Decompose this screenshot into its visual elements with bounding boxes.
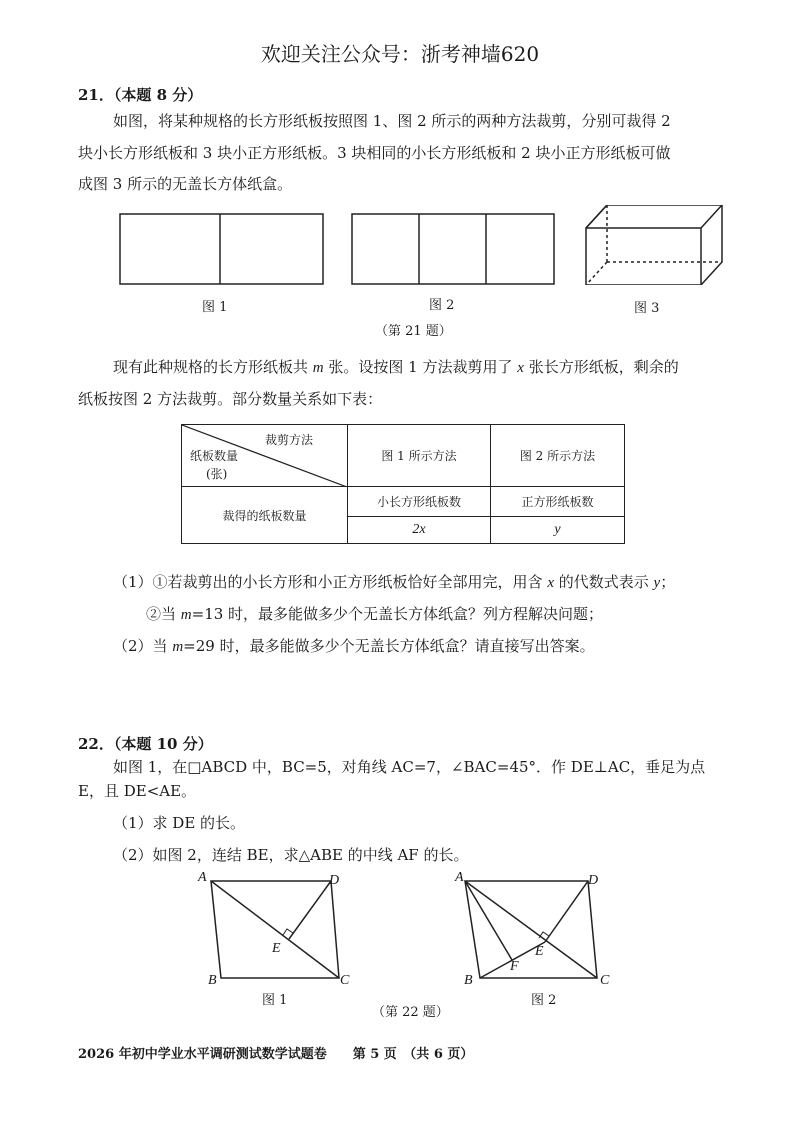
q21-heading: 21．（本题 8 分） — [78, 86, 203, 104]
q21-figure2-rectangle — [352, 214, 554, 284]
q21-figure1-label: 图 1 — [202, 300, 228, 315]
q22-figure1-label: 图 1 — [262, 993, 288, 1008]
page-header: 欢迎关注公众号：浙考神墙620 — [260, 42, 540, 66]
table-corner-bottom2: (张) — [206, 467, 228, 481]
q21-sub1-line2: ②当 m=13 时，最多能做多少个无盖长方体纸盒？列方程解决问题； — [146, 605, 604, 623]
q22-fig2-label-f: F — [510, 959, 519, 974]
table-header-method2: 图 2 所示方法 — [491, 425, 625, 487]
table-row-label: 裁得的纸板数量 — [182, 487, 348, 544]
q22-sub2: （2）如图 2，连结 BE，求△ABE 的中线 AF 的长。 — [113, 846, 469, 864]
q22-heading: 22．（本题 10 分） — [78, 735, 213, 753]
page-footer: 2026 年初中学业水平调研测试数学试题卷 第 5 页 （共 6 页） — [78, 1047, 474, 1062]
q22-fig1-label-c: C — [340, 973, 350, 988]
table-value-y: y — [491, 517, 625, 544]
q22-figure2-parallelogram — [465, 881, 597, 978]
q22-fig1-label-a: A — [198, 870, 207, 885]
q21-figure3-label: 图 3 — [634, 301, 660, 316]
q21-figure2-label: 图 2 — [429, 298, 455, 313]
q22-caption: （第 22 题） — [372, 1005, 449, 1020]
q22-fig1-label-b: B — [208, 973, 217, 988]
table-header-method1: 图 1 所示方法 — [348, 425, 491, 487]
q21-sub2: （2）当 m=29 时，最多能做多少个无盖长方体纸盒？请直接写出答案。 — [113, 637, 595, 655]
q21-figures — [110, 205, 740, 285]
q21-para2-line1: 现有此种规格的长方形纸板共 m 张。设按图 1 方法裁剪用了 x 张长方形纸板，剩余的 — [113, 358, 679, 376]
q21-para2-line2: 纸板按图 2 方法裁剪。部分数量关系如下表： — [78, 390, 383, 408]
q21-table — [181, 424, 625, 544]
q22-sub1: （1）求 DE 的长。 — [113, 814, 246, 832]
table-sub-small-rect: 小长方形纸板数 — [348, 487, 491, 517]
q21-para1-line2: 块小长方形纸板和 3 块小正方形纸板。3 块相同的小长方形纸板和 2 块小正方形纸板可做 — [78, 144, 671, 162]
table-corner-top: 裁剪方法 — [265, 433, 314, 447]
table-corner-cell — [182, 425, 348, 487]
q22-para1-line2: E，且 DE<AE。 — [78, 782, 197, 800]
q22-fig1-label-d: D — [329, 873, 340, 888]
q22-para1-line1: 如图 1，在□ABCD 中，BC=5，对角线 AC=7，∠BAC=45°．作 DE⊥AC，垂足为点 — [113, 758, 706, 776]
q22-fig2-label-b: B — [464, 973, 473, 988]
q22-figures — [195, 868, 625, 998]
q22-fig2-label-e: E — [535, 944, 544, 959]
q21-sub1-line1: （1）①若裁剪出的小长方形和小正方形纸板恰好全部用完，用含 x 的代数式表示 y； — [113, 573, 676, 591]
q21-caption: （第 21 题） — [375, 324, 452, 339]
q22-figure1-parallelogram — [211, 881, 339, 978]
q22-fig2-label-a: A — [455, 870, 464, 885]
q22-fig2-label-c: C — [600, 973, 610, 988]
q22-figure2-label: 图 2 — [531, 993, 557, 1008]
q21-figure1-rectangle — [120, 214, 323, 284]
q22-fig1-label-e: E — [272, 941, 281, 956]
q21-para1-line1: 如图，将某种规格的长方形纸板按照图 1、图 2 所示的两种方法裁剪，分别可裁得 2 — [113, 112, 671, 130]
table-value-2x: 2x — [348, 517, 491, 544]
q22-fig2-label-d: D — [588, 873, 599, 888]
q21-para1-line3: 成图 3 所示的无盖长方体纸盒。 — [78, 175, 293, 193]
table-sub-square: 正方形纸板数 — [491, 487, 625, 517]
table-corner-bottom1: 纸板数量 — [190, 449, 239, 463]
q21-figure3-box — [586, 205, 722, 285]
